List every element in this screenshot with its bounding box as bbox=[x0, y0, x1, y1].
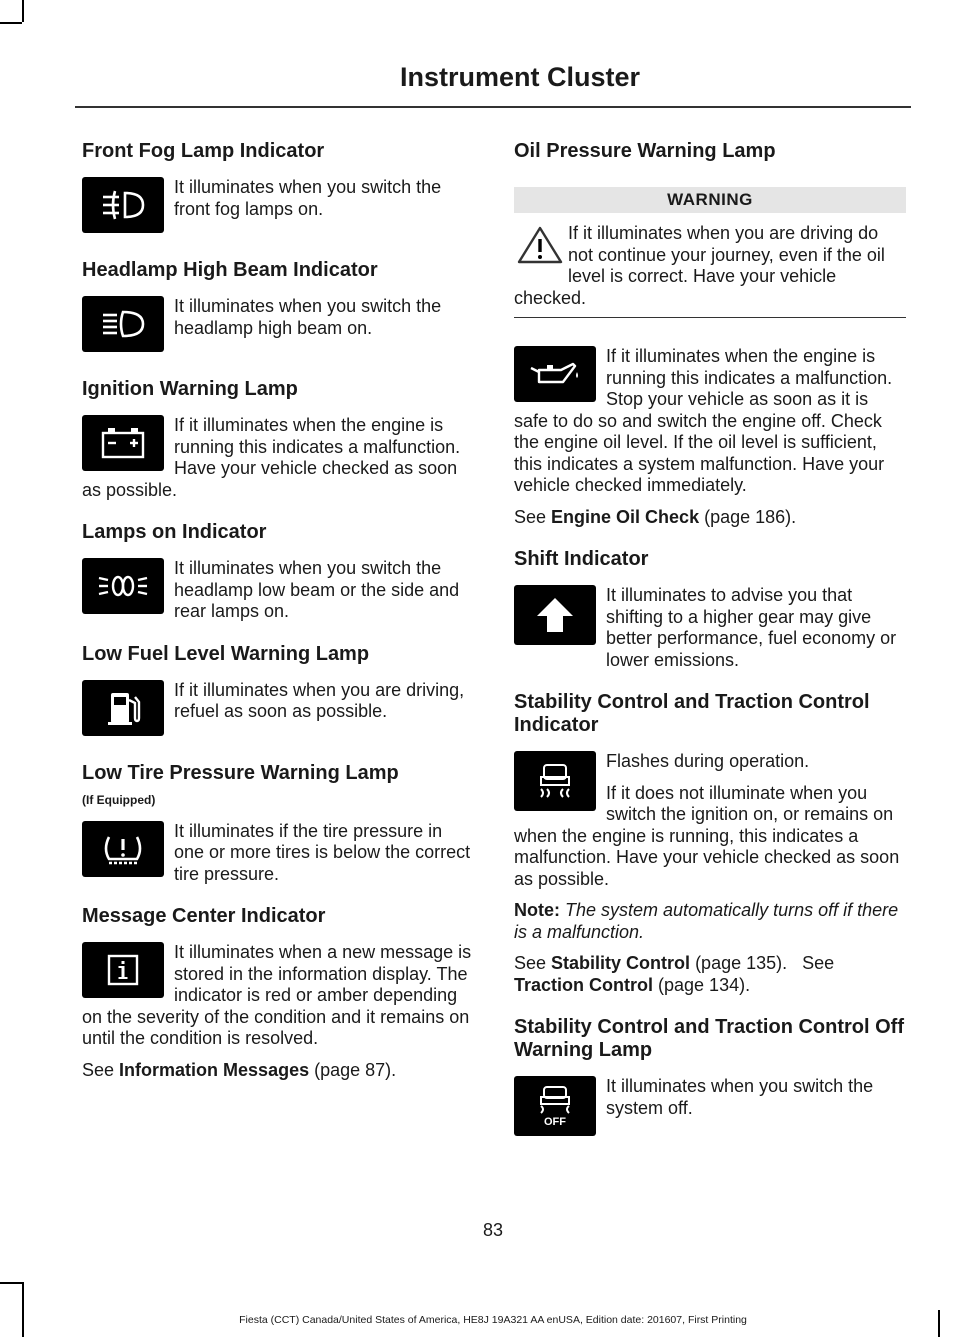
battery-icon-graphic bbox=[95, 423, 151, 463]
battery-icon bbox=[82, 415, 164, 471]
lamps-on-section bbox=[82, 521, 474, 623]
section-heading: Stability Control and Traction Control Indicator bbox=[514, 691, 870, 736]
oil-pressure-section bbox=[514, 140, 906, 528]
entry bbox=[514, 346, 906, 497]
warning-banner: WARNING bbox=[514, 187, 906, 213]
high-beam-section bbox=[82, 259, 474, 358]
description: Flashes during operation. bbox=[606, 751, 810, 771]
crop-mark bbox=[22, 1282, 24, 1337]
description: It illuminates when you switch the front fog lamps on. bbox=[174, 177, 442, 219]
page-title: Instrument Cluster bbox=[399, 62, 640, 92]
see-label: See bbox=[514, 506, 547, 527]
crop-mark bbox=[0, 1282, 22, 1284]
section-heading: Lamps on Indicator bbox=[82, 521, 267, 543]
page-ref: (page 87). bbox=[314, 1059, 397, 1080]
entry bbox=[514, 751, 906, 890]
ignition-warning-section bbox=[82, 378, 474, 501]
see-label: See bbox=[514, 953, 547, 973]
description: It illuminates when you switch the headlamp high beam on. bbox=[174, 296, 442, 338]
description: It illuminates when a new message is stored in the information display. The indicator is red or amber depending on the severity of the condition and it remains on until the condition is resolved. bbox=[82, 942, 472, 1048]
left-column bbox=[82, 140, 474, 1101]
crop-mark bbox=[0, 22, 22, 24]
high-beam-icon-graphic bbox=[95, 304, 151, 344]
description: If it illuminates when the engine is running this indicates a malfunction. Have your vehicle checked as soon as possible. bbox=[82, 415, 461, 500]
section-heading: Ignition Warning Lamp bbox=[82, 378, 298, 400]
section-heading: Low Fuel Level Warning Lamp bbox=[82, 642, 370, 665]
shift-indicator-section bbox=[514, 548, 906, 671]
description: If it does not illuminate when you switch the ignition on, or remains on when the engine is running, this indicates a malfunction. Have your vehicle checked as soon as possible. bbox=[514, 782, 900, 889]
footer-text: Fiesta (CCT) Canada/United States of America, HE8J 19A321 AA enUSA, Edition date: 201607, First Printing bbox=[239, 1314, 747, 1326]
off-label: OFF bbox=[544, 1116, 566, 1128]
message-center-section bbox=[82, 905, 474, 1081]
see-label: See bbox=[82, 1059, 115, 1080]
stability-control-section bbox=[514, 691, 906, 996]
fuel-pump-icon bbox=[82, 680, 164, 736]
if-equipped-label: (If Equipped) bbox=[82, 792, 156, 807]
entry bbox=[82, 415, 474, 501]
information-icon-graphic bbox=[95, 950, 151, 990]
right-column bbox=[514, 140, 906, 1162]
low-fuel-section bbox=[82, 643, 474, 742]
note bbox=[514, 900, 906, 943]
entry bbox=[514, 1076, 906, 1142]
entry bbox=[82, 821, 474, 886]
page-ref: (page 186). bbox=[704, 506, 797, 527]
warning-box bbox=[514, 223, 906, 318]
section-heading: Front Fog Lamp Indicator bbox=[82, 140, 325, 162]
stability-control-link[interactable]: Stability Control bbox=[551, 953, 691, 973]
shift-up-arrow-icon bbox=[514, 585, 596, 645]
entry bbox=[82, 680, 474, 742]
tire-pressure-icon-graphic bbox=[95, 829, 151, 869]
section-heading: Headlamp High Beam Indicator bbox=[82, 259, 378, 281]
entry bbox=[82, 177, 474, 239]
section-heading: Stability Control and Traction Control Off Warning Lamp bbox=[514, 1016, 904, 1061]
high-beam-icon bbox=[82, 296, 164, 352]
side-lamps-icon bbox=[82, 558, 164, 614]
shift-up-arrow-icon-graphic bbox=[527, 595, 583, 635]
crop-mark bbox=[22, 0, 24, 22]
description: If it illuminates when you are driving, refuel as soon as possible. bbox=[174, 679, 465, 721]
entry bbox=[82, 942, 474, 1050]
page-ref: (page 135). bbox=[695, 953, 788, 973]
engine-oil-check-link[interactable]: Engine Oil Check bbox=[551, 506, 700, 527]
section-heading: Shift Indicator bbox=[514, 548, 649, 570]
front-fog-lamp-icon bbox=[82, 177, 164, 233]
description: It illuminates to advise you that shifting to a higher gear may give better performance, fuel economy or lower emissions. bbox=[606, 585, 897, 670]
warning-text: If it illuminates when you are driving do not continue your journey, even if the oil level is correct. Have your vehicle checked. bbox=[514, 223, 885, 308]
section-heading: Message Center Indicator bbox=[82, 905, 326, 927]
cross-reference bbox=[514, 507, 906, 529]
entry bbox=[514, 585, 906, 671]
oil-can-icon bbox=[514, 346, 596, 402]
cross-reference bbox=[82, 1060, 474, 1082]
front-fog-section bbox=[82, 140, 474, 239]
front-fog-lamp-icon-graphic bbox=[95, 185, 151, 225]
description: It illuminates if the tire pressure in one or more tires is below the correct tire pressure. bbox=[174, 820, 471, 884]
information-messages-link[interactable]: Information Messages bbox=[119, 1059, 310, 1080]
warning-triangle-icon-graphic bbox=[515, 224, 565, 266]
tire-pressure-icon bbox=[82, 821, 164, 877]
low-tire-section bbox=[82, 762, 474, 886]
note-label: Note: bbox=[514, 900, 560, 920]
information-icon bbox=[82, 942, 164, 998]
stability-control-off-section bbox=[514, 1016, 906, 1142]
note-text: The system automatically turns off if there is a malfunction. bbox=[514, 900, 899, 942]
cross-reference bbox=[514, 953, 906, 996]
side-lamps-icon-graphic bbox=[95, 566, 151, 606]
see-label: See bbox=[802, 953, 835, 973]
header-divider bbox=[75, 106, 911, 108]
description: If it illuminates when the engine is running this indicates a malfunction. Stop your vehicle as soon as it is safe to do so and switch the engine off. Check the engine oil level. If the oil level is sufficient, this indicates a system malfunction. Have your vehicle checked immediately. bbox=[514, 346, 893, 495]
description: It illuminates when you switch the system off. bbox=[606, 1076, 874, 1118]
fuel-pump-icon-graphic bbox=[95, 688, 151, 728]
stability-control-icon-graphic bbox=[527, 761, 583, 801]
section-heading: Low Tire Pressure Warning Lamp bbox=[82, 761, 399, 784]
stability-control-icon bbox=[514, 751, 596, 811]
entry bbox=[82, 558, 474, 623]
oil-can-icon-graphic bbox=[527, 354, 583, 394]
warning-triangle-icon bbox=[514, 223, 566, 267]
traction-control-link[interactable]: Traction Control bbox=[514, 974, 653, 995]
page-number: 83 bbox=[482, 1220, 504, 1240]
section-heading: Oil Pressure Warning Lamp bbox=[514, 140, 776, 162]
description: It illuminates when you switch the headlamp low beam or the side and rear lamps on. bbox=[174, 558, 460, 621]
entry bbox=[82, 296, 474, 358]
stability-control-off-icon bbox=[514, 1076, 596, 1136]
page-ref: (page 134). bbox=[658, 974, 751, 995]
stability-control-off-icon-graphic bbox=[527, 1084, 583, 1116]
